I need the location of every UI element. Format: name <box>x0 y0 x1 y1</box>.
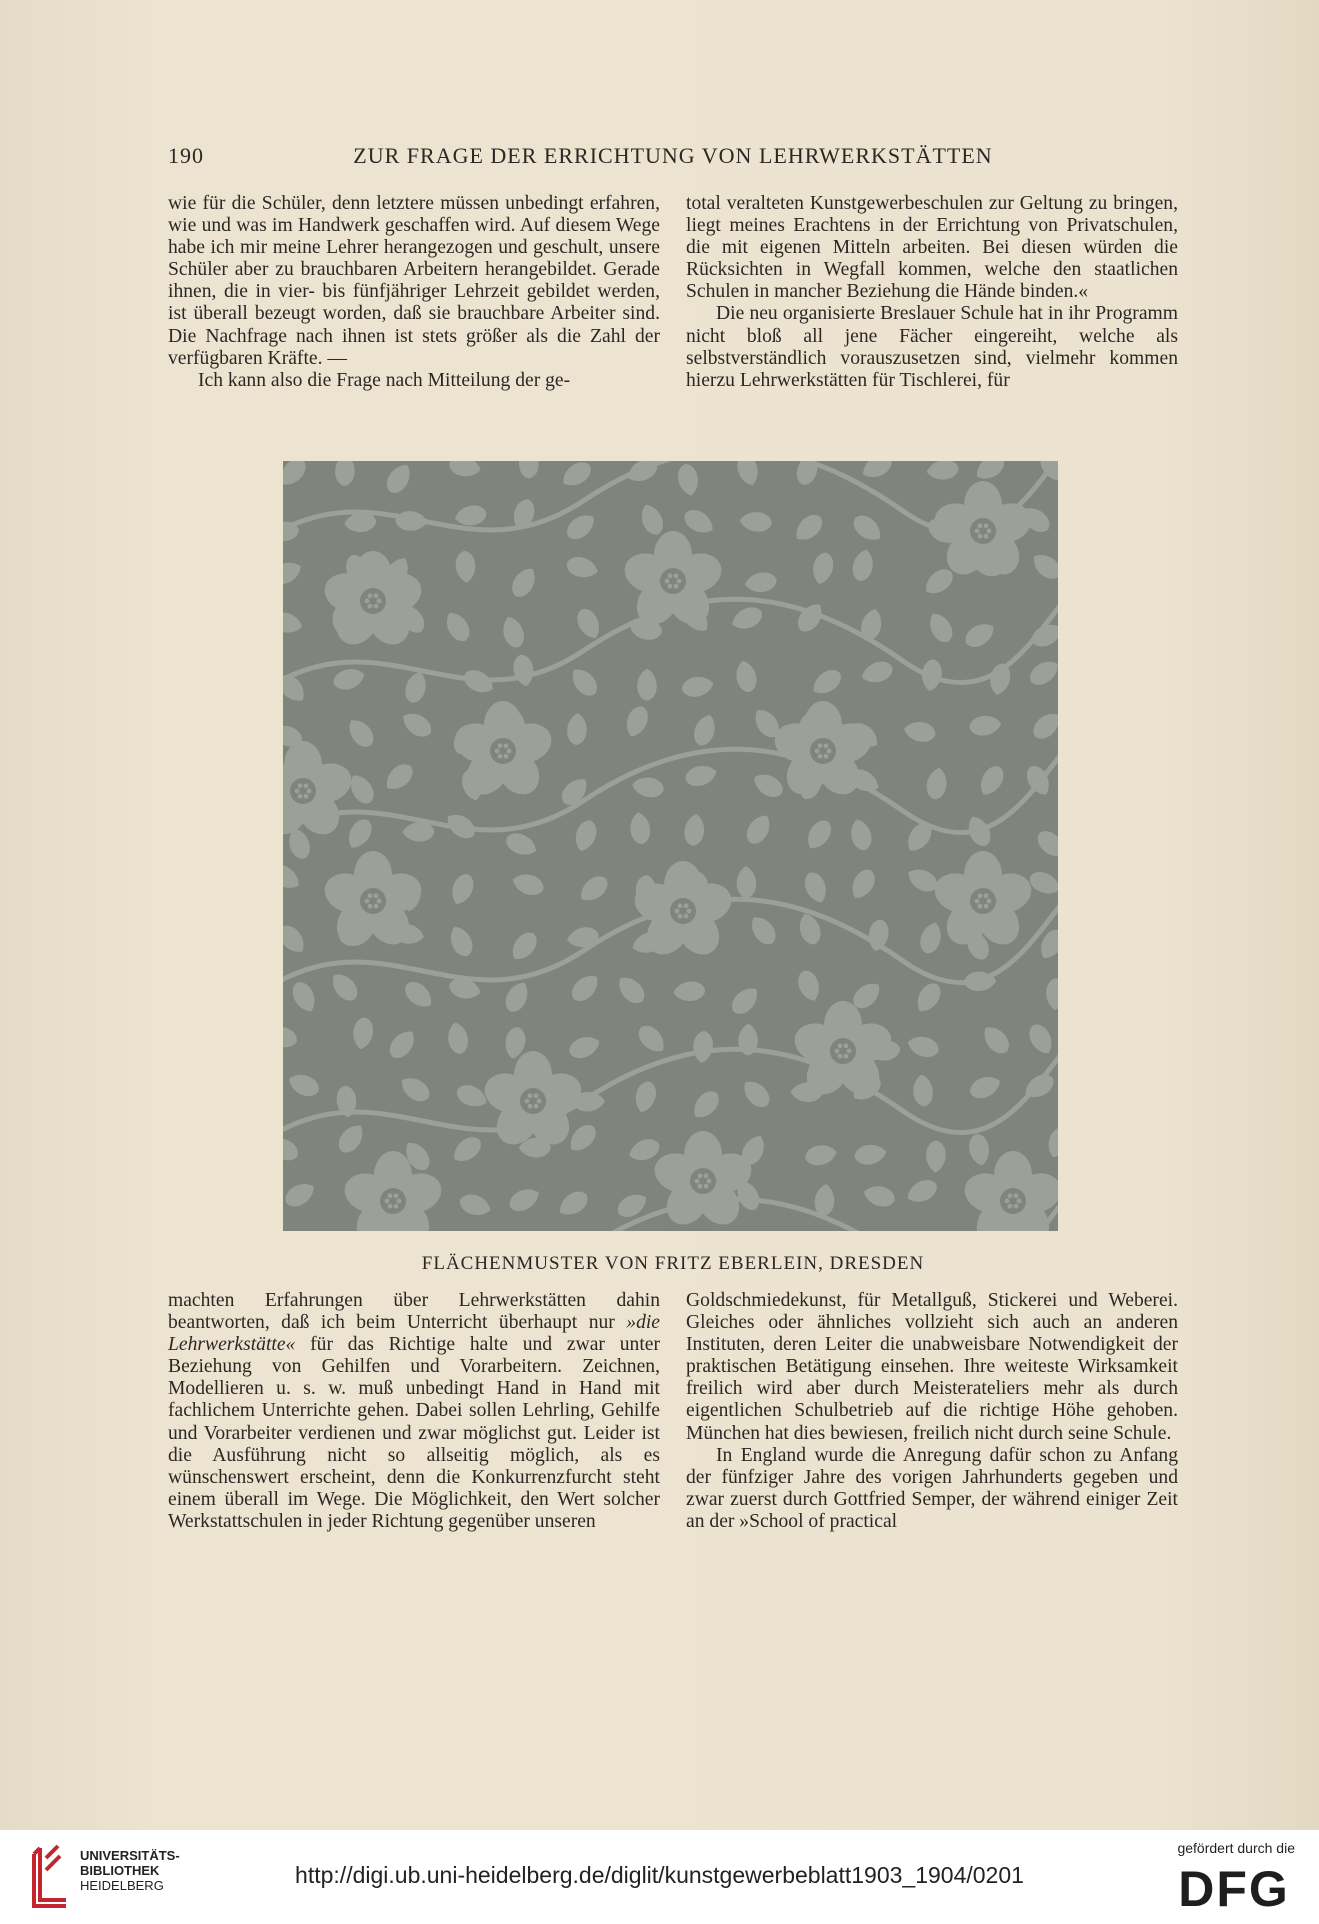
paragraph: wie für die Schüler, denn letztere müssen unbedingt erfahren, wie und was im Handwerk geschaffen wird. Auf diesem Wege habe ich mir meine Lehrer herangezogen und geschult, unsere Schüler aber zu brauchbaren Arbeitern herangebildet. Gerade ihnen, die in vier- bis fünfjähriger Lehrzeit gebildet werden, ist überall bezeugt worden, daß sie brauchbare Arbeiter sind. Die Nachfrage nach ihnen ist stets größer als die Zahl der verfügbaren Kräfte. — <box>168 193 660 369</box>
column-bottom-right <box>686 1290 1178 1533</box>
flower-center <box>810 738 836 764</box>
stamen <box>674 584 679 589</box>
flower-center <box>1000 1188 1026 1214</box>
dfg-logo-icon <box>1171 1864 1297 1912</box>
stamen <box>704 1173 709 1178</box>
stamen <box>525 1099 530 1104</box>
stamen <box>984 523 989 528</box>
stamen <box>295 789 300 794</box>
digitization-footer <box>0 1830 1319 1924</box>
stamen <box>365 599 370 604</box>
flower-center <box>490 738 516 764</box>
stamen <box>824 743 829 748</box>
stamen <box>684 914 689 919</box>
library-name-line: UNIVERSITÄTS- <box>80 1848 180 1863</box>
flower-center <box>830 1038 856 1064</box>
figure-caption: FLÄCHENMUSTER VON FRITZ EBERLEIN, DRESDEN <box>421 1253 925 1274</box>
page-number: 190 <box>168 143 204 168</box>
flower-center <box>670 898 696 924</box>
stamen <box>374 604 379 609</box>
stamen <box>498 743 503 748</box>
stamen <box>298 794 303 799</box>
stamen <box>707 1179 712 1184</box>
stamen <box>374 893 379 898</box>
text-run: machten Erfahrungen über Lehrwerkstätten dahin beantworten, daß ich beim Unterricht überhaupt nur <box>168 1290 660 1334</box>
flower-center <box>970 888 996 914</box>
stamen <box>975 529 980 534</box>
stamen <box>365 899 370 904</box>
source-url-link[interactable]: http://digi.ub.uni-heidelberg.de/diglit/kunstgewerbeblatt1903_1904/0201 <box>295 1862 1024 1888</box>
flower-center <box>360 588 386 614</box>
stamen <box>678 914 683 919</box>
stamen <box>368 893 373 898</box>
stamen <box>978 523 983 528</box>
stamen <box>495 749 500 754</box>
library-name-line: BIBLIOTHEK <box>80 1863 160 1878</box>
stamen <box>528 1093 533 1098</box>
column-bottom-left <box>168 1290 660 1533</box>
stamen <box>698 1184 703 1189</box>
emphasis-text: »die Lehrwerkstätte« <box>168 1312 660 1356</box>
stamen <box>498 754 503 759</box>
stamen <box>368 593 373 598</box>
stamen <box>847 1049 852 1054</box>
stamen <box>984 893 989 898</box>
stamen <box>975 899 980 904</box>
stamen <box>374 904 379 909</box>
flower-center <box>690 1168 716 1194</box>
stamen <box>818 754 823 759</box>
stamen <box>695 1179 700 1184</box>
paragraph: Ich kann also die Frage nach Mitteilung der ge- <box>198 369 571 391</box>
dfg-logo-text: DFG <box>1178 1864 1290 1912</box>
stamen <box>537 1099 542 1104</box>
funding-note: gefördert durch die <box>1177 1840 1295 1856</box>
stamen <box>978 904 983 909</box>
stamen <box>397 1199 402 1204</box>
stamen <box>1017 1199 1022 1204</box>
stamen <box>385 1199 390 1204</box>
stamen <box>684 903 689 908</box>
stamen <box>827 749 832 754</box>
stamen <box>844 1043 849 1048</box>
flower-center <box>380 1188 406 1214</box>
paragraph: Goldschmiedekunst, für Metallguß, Stickerei und Weberei. Gleiches oder ähnliches vollzieht sich auch an anderen Instituten, deren Leiter die unabweisbare Notwendigkeit der praktischen Betätigung einsehen. Ihre weiteste Wirksamkeit freilich wird aber durch Meisterateliers mehr als durch eigentlichen Schulbetrieb auf die richtige Höhe gehoben. München hat dies bewiesen, freilich nicht durch seine Schule. <box>686 1290 1178 1444</box>
stamen <box>507 749 512 754</box>
running-title: ZUR FRAGE DER ERRICHTUNG VON LEHRWERKSTÄTTEN <box>353 143 993 168</box>
floral-pattern-illustration <box>283 461 1058 1231</box>
stamen <box>368 604 373 609</box>
stamen <box>307 789 312 794</box>
column-top-left <box>168 193 660 392</box>
stamen <box>304 783 309 788</box>
stamen <box>704 1184 709 1189</box>
stamen <box>388 1193 393 1198</box>
stamen <box>687 909 692 914</box>
floral-pattern-image <box>283 461 1058 1231</box>
stamen <box>388 1204 393 1209</box>
paragraph <box>168 1290 660 1533</box>
stamen <box>838 1043 843 1048</box>
stamen <box>698 1173 703 1178</box>
stamen <box>528 1104 533 1109</box>
library-name-line: HEIDELBERG <box>80 1878 164 1893</box>
stamen <box>818 743 823 748</box>
stamen <box>984 904 989 909</box>
stamen <box>304 794 309 799</box>
stamen <box>394 1204 399 1209</box>
stamen <box>838 1054 843 1059</box>
stamen <box>677 579 682 584</box>
stamen <box>394 1193 399 1198</box>
stamen <box>374 593 379 598</box>
flower-center <box>360 888 386 914</box>
stamen <box>668 584 673 589</box>
flower-center <box>970 518 996 544</box>
stamen <box>665 579 670 584</box>
stamen <box>504 743 509 748</box>
stamen <box>815 749 820 754</box>
stamen <box>534 1093 539 1098</box>
paragraph: In England wurde die Anregung dafür schon zu Anfang der fünfziger Jahre des vorigen Jahrhunderts gegeben und zwar zuerst durch Gottfried Semper, der während einiger Zeit an der »School of practical <box>686 1444 1178 1532</box>
stamen <box>678 903 683 908</box>
stamen <box>978 534 983 539</box>
stamen <box>377 899 382 904</box>
stamen <box>534 1104 539 1109</box>
flower-center <box>520 1088 546 1114</box>
stamen <box>824 754 829 759</box>
flower-center <box>290 778 316 804</box>
page-header <box>168 143 1178 173</box>
stamen <box>1008 1193 1013 1198</box>
stamen <box>674 573 679 578</box>
stamen <box>987 529 992 534</box>
stamen <box>368 904 373 909</box>
stamen <box>1014 1193 1019 1198</box>
stamen <box>377 599 382 604</box>
stamen <box>668 573 673 578</box>
stamen <box>1014 1204 1019 1209</box>
stamen <box>978 893 983 898</box>
stamen <box>835 1049 840 1054</box>
stamen <box>298 783 303 788</box>
stamen <box>675 909 680 914</box>
paragraph: Die neu organisierte Breslauer Schule hat in ihr Programm nicht bloß all jene Fächer eingereiht, welche als selbstverständlich vorauszusetzen sind, vielmehr kommen hierzu Lehrwerkstätten für Tischlerei, für <box>686 303 1178 391</box>
stamen <box>1005 1199 1010 1204</box>
paragraph: total veralteten Kunstgewerbeschulen zur Geltung zu bringen, liegt meines Erachtens in der Errichtung von Privatschulen, die mit eigenen Mitteln arbeiten. Bei diesen würden die Rücksichten in Wegfall kommen, welche den staatlichen Schulen in mancher Beziehung die Hände binden.« <box>686 193 1178 303</box>
stamen <box>504 754 509 759</box>
flower-center <box>660 568 686 594</box>
stamen <box>1008 1204 1013 1209</box>
column-top-right <box>686 193 1178 392</box>
stamen <box>984 534 989 539</box>
stamen <box>987 899 992 904</box>
stamen <box>844 1054 849 1059</box>
text-run: für das Richtige halte und zwar unter Beziehung von Gehilfen und Vorarbeitern. Zeichnen, Modellieren u. s. w. muß unbedingt Hand in Hand mit fachlichem Unterrichte gehen. Dabei sollen Lehrling, Gehilfe und Vorarbeiter verdienen und zwar möglichst gut. Leider ist die Ausführung nicht so allseitig möglich, als es wünschenswert erscheint, denn die Konkurrenzfurcht steht einem überall im Wege. Die Möglichkeit, den Wert solcher Werkstattschulen in jeder Richtung gegenüber unseren <box>168 1334 660 1532</box>
